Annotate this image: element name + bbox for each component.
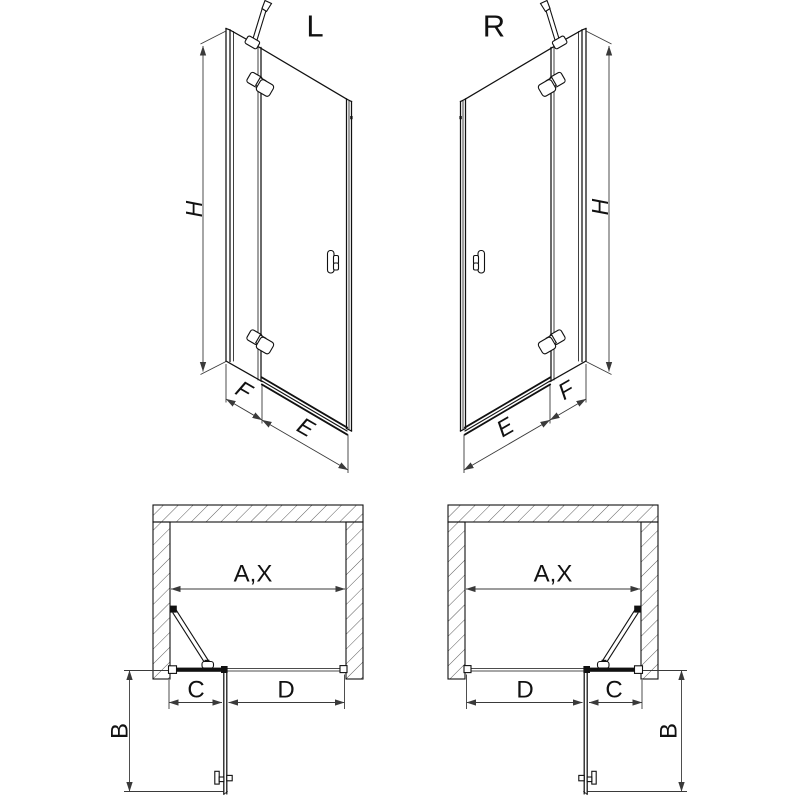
niche-walls-left — [153, 505, 363, 679]
elevation-dimensions — [201, 31, 349, 473]
door-panel — [258, 47, 353, 432]
dim-label-fixed-width-right: F — [553, 375, 579, 405]
strike-bracket — [340, 666, 347, 673]
wall-mount-profile — [169, 666, 177, 674]
elevation-right-variant — [459, 1, 611, 474]
dim-label-door-projection-left: B — [106, 722, 134, 740]
stabilizer-bar-plan — [170, 606, 214, 669]
dim-label-niche-width-left: A,X — [233, 560, 273, 588]
door-closed-position — [228, 666, 348, 673]
dim-label-door-opening-left: D — [277, 676, 295, 704]
dim-label-door-projection-right: B — [655, 722, 683, 740]
hinge-bottom — [246, 329, 275, 355]
dim-label-door-opening-right: D — [516, 676, 534, 704]
dim-label-fixed-section-left: C — [187, 676, 205, 704]
bar-tip — [262, 1, 272, 12]
elevation-geometry — [201, 1, 353, 474]
dim-label-entry-width-right: E — [491, 411, 519, 443]
door-handle — [328, 251, 339, 274]
wall-profile — [226, 29, 234, 362]
fixed-panel-plan — [169, 666, 228, 674]
dim-label-fixed-width-left: F — [231, 375, 257, 405]
hinge-top — [246, 72, 275, 98]
bar-panel-clamp — [202, 662, 214, 669]
dim-label-niche-width-right: A,X — [533, 560, 573, 588]
label-variant-left: L — [306, 8, 324, 44]
niche-walls-right — [448, 505, 658, 679]
dim-label-height-right: H — [587, 198, 613, 216]
pivot-pin — [350, 116, 352, 119]
support-bar — [244, 1, 271, 50]
dim-label-entry-width-left: E — [292, 411, 320, 443]
door-open-plan — [215, 670, 232, 795]
label-variant-right: R — [482, 8, 506, 44]
dim-label-fixed-section-right: C — [605, 676, 623, 704]
dim-label-height-left: H — [181, 200, 207, 218]
